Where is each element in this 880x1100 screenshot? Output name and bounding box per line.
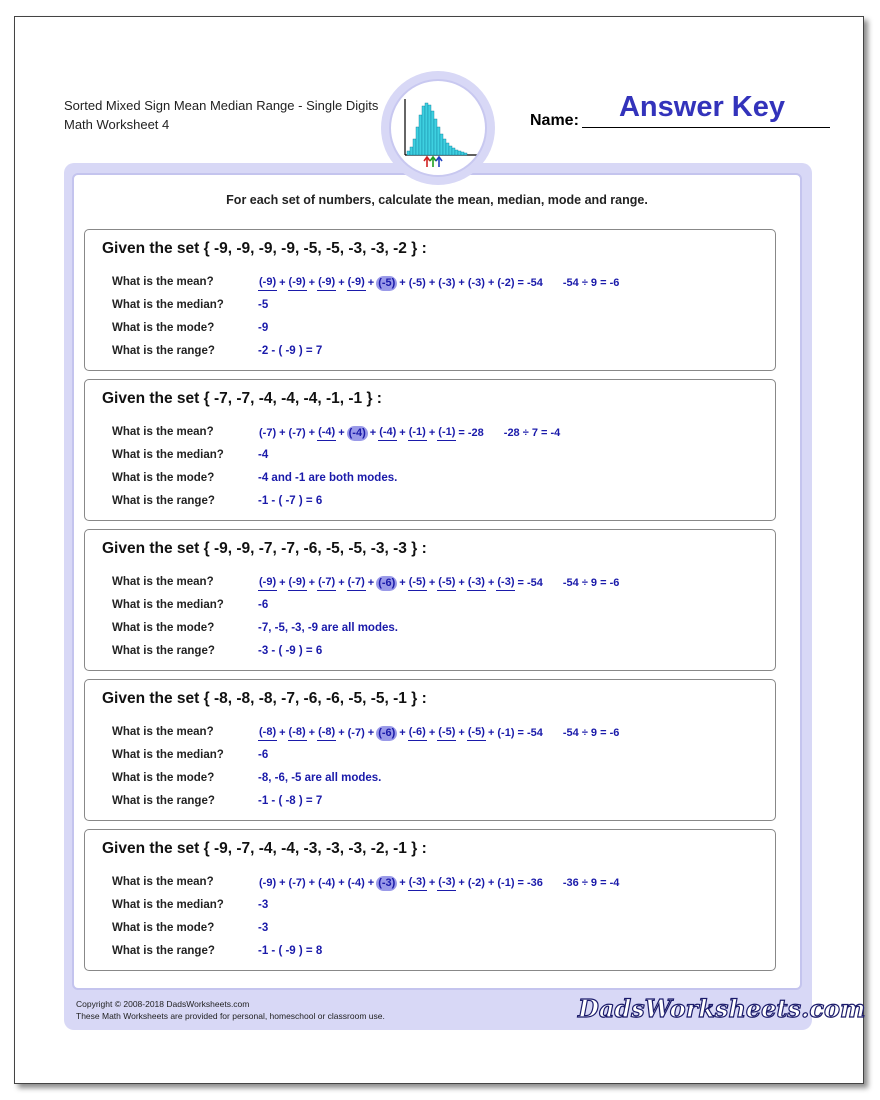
- question-range: What is the range?: [112, 495, 215, 507]
- plus-sign: +: [367, 577, 375, 589]
- set-title: Given the set { -9, -9, -9, -9, -5, -5, -3, -3, -2 } :: [102, 240, 427, 257]
- answer-median: -4: [258, 449, 269, 461]
- name-line: [582, 127, 830, 128]
- plus-sign: +: [367, 277, 375, 289]
- mean-division: -54 ÷ 9 = -6: [562, 577, 620, 589]
- set-title: Given the set { -9, -9, -7, -7, -6, -5, -5, -3, -3 } :: [102, 540, 427, 557]
- sum-term: (-9): [288, 275, 307, 291]
- footer-copyright: [76, 998, 385, 1022]
- sum-term: (-1): [437, 425, 456, 441]
- question-mean: What is the mean?: [112, 426, 214, 438]
- answer-median: -6: [258, 599, 269, 611]
- answer-range: -3 - ( -9 ) = 6: [258, 645, 323, 657]
- plus-sign: +: [308, 877, 316, 889]
- plus-sign: +: [308, 577, 316, 589]
- worksheet-title: [64, 96, 378, 134]
- sum-term: (-9): [347, 275, 366, 291]
- mean-calculation: [258, 424, 560, 442]
- brand-logo: DadsWorksheets.com: [578, 994, 866, 1023]
- title-line-2: Math Worksheet 4: [64, 117, 170, 132]
- question-median: What is the median?: [112, 299, 224, 311]
- question-range: What is the range?: [112, 945, 215, 957]
- question-mode: What is the mode?: [112, 772, 215, 784]
- plus-sign: +: [308, 727, 316, 739]
- plus-sign: +: [367, 727, 375, 739]
- plus-sign: +: [279, 427, 286, 439]
- sum-term: (-7): [347, 575, 366, 591]
- sum-term: (-5): [437, 575, 456, 591]
- plus-sign: +: [338, 727, 345, 739]
- sum-term: (-9): [258, 275, 277, 291]
- question-range: What is the range?: [112, 345, 215, 357]
- answer-median: -6: [258, 749, 269, 761]
- sum-term: (-5): [467, 725, 486, 741]
- median-term: (-6): [378, 576, 396, 589]
- answer-mode: -4 and -1 are both modes.: [258, 472, 398, 484]
- sum-term: (-3): [438, 276, 456, 289]
- plus-sign: +: [338, 427, 345, 439]
- answer-mode: -7, -5, -3, -9 are all modes.: [258, 622, 398, 634]
- sum-term: (-7): [288, 426, 306, 439]
- plus-sign: +: [369, 427, 377, 439]
- question-mean: What is the mean?: [112, 876, 214, 888]
- mean-division: -36 ÷ 9 = -4: [562, 877, 620, 889]
- mean-division: -54 ÷ 9 = -6: [562, 727, 620, 739]
- problem-box: [84, 829, 776, 971]
- sum-term: (-3): [437, 875, 456, 891]
- sum-term: (-7): [317, 575, 336, 591]
- question-mode: What is the mode?: [112, 472, 215, 484]
- problem-box: [84, 529, 776, 671]
- sum-term: (-1): [497, 876, 515, 889]
- sum-term: (-9): [317, 275, 336, 291]
- plus-sign: +: [399, 877, 406, 889]
- median-term: (-3): [378, 876, 396, 889]
- plus-sign: +: [338, 877, 345, 889]
- problem-box: [84, 379, 776, 521]
- plus-sign: +: [399, 727, 406, 739]
- sum-term: (-7): [347, 726, 365, 739]
- sum-term: (-5): [437, 725, 456, 741]
- question-mean: What is the mean?: [112, 726, 214, 738]
- sum-term: (-4): [347, 876, 365, 889]
- plus-sign: +: [399, 577, 406, 589]
- question-range: What is the range?: [112, 645, 215, 657]
- plus-sign: +: [338, 577, 345, 589]
- sum-result: = -54: [517, 277, 543, 289]
- plus-sign: +: [428, 877, 436, 889]
- answer-mode: -9: [258, 322, 269, 334]
- sum-term: (-3): [496, 575, 515, 591]
- question-median: What is the median?: [112, 749, 224, 761]
- median-term: (-6): [378, 726, 396, 739]
- mean-division: -54 ÷ 9 = -6: [562, 277, 620, 289]
- set-title: Given the set { -8, -8, -8, -7, -6, -6, -5, -5, -1 } :: [102, 690, 427, 707]
- answer-median: -3: [258, 899, 269, 911]
- plus-sign: +: [428, 577, 436, 589]
- sum-term: (-5): [408, 575, 427, 591]
- plus-sign: +: [367, 877, 375, 889]
- plus-sign: +: [399, 277, 406, 289]
- answer-range: -2 - ( -9 ) = 7: [258, 345, 323, 357]
- sum-term: (-4): [378, 425, 397, 441]
- answer-range: -1 - ( -9 ) = 8: [258, 945, 323, 957]
- plus-sign: +: [487, 727, 495, 739]
- plus-sign: +: [428, 727, 436, 739]
- sum-term: (-3): [467, 276, 485, 289]
- plus-sign: +: [458, 277, 465, 289]
- plus-sign: +: [428, 427, 436, 439]
- plus-sign: +: [458, 577, 465, 589]
- plus-sign: +: [487, 277, 495, 289]
- problem-box: [84, 679, 776, 821]
- mean-calculation: [258, 574, 619, 592]
- sum-term: (-8): [258, 725, 277, 741]
- sum-term: (-4): [317, 425, 336, 441]
- set-title: Given the set { -9, -7, -4, -4, -3, -3, -3, -2, -1 } :: [102, 840, 427, 857]
- plus-sign: +: [308, 427, 316, 439]
- sum-term: (-9): [288, 575, 307, 591]
- sum-term: (-3): [467, 575, 486, 591]
- question-mean: What is the mean?: [112, 576, 214, 588]
- answer-range: -1 - ( -7 ) = 6: [258, 495, 323, 507]
- answer-mode: -3: [258, 922, 269, 934]
- sum-term: (-2): [497, 276, 515, 289]
- answer-range: -1 - ( -8 ) = 7: [258, 795, 323, 807]
- answer-mode: -8, -6, -5 are all modes.: [258, 772, 382, 784]
- question-mode: What is the mode?: [112, 922, 215, 934]
- mean-calculation: [258, 874, 619, 892]
- sum-result: = -54: [517, 577, 543, 589]
- plus-sign: +: [279, 877, 286, 889]
- question-median: What is the median?: [112, 599, 224, 611]
- problem-box: [84, 229, 776, 371]
- question-median: What is the median?: [112, 449, 224, 461]
- plus-sign: +: [279, 277, 286, 289]
- sum-result: = -54: [517, 727, 543, 739]
- median-term: (-5): [378, 276, 396, 289]
- sum-term: (-3): [408, 875, 427, 891]
- answer-key-text: Answer Key: [618, 91, 785, 123]
- mean-division: -28 ÷ 7 = -4: [503, 427, 561, 439]
- sum-term: (-4): [318, 876, 336, 889]
- sum-term: (-2): [467, 876, 485, 889]
- sum-term: (-1): [408, 425, 427, 441]
- sum-term: (-6): [408, 725, 427, 741]
- question-mode: What is the mode?: [112, 622, 215, 634]
- plus-sign: +: [279, 727, 286, 739]
- usage-note: These Math Worksheets are provided for personal, homeschool or classroom use.: [76, 1011, 385, 1021]
- sum-term: (-8): [288, 725, 307, 741]
- sum-result: = -36: [517, 877, 543, 889]
- sum-term: (-7): [259, 426, 277, 439]
- instructions: For each set of numbers, calculate the mean, median, mode and range.: [226, 193, 648, 207]
- mean-calculation: [258, 274, 619, 292]
- plus-sign: +: [279, 577, 286, 589]
- title-line-1: Sorted Mixed Sign Mean Median Range - Single Digits: [64, 98, 379, 113]
- sum-term: (-9): [258, 575, 277, 591]
- name-label: Name:: [530, 112, 579, 129]
- plus-sign: +: [338, 277, 345, 289]
- plus-sign: +: [487, 877, 495, 889]
- plus-sign: +: [458, 727, 465, 739]
- histogram-logo: [389, 79, 487, 177]
- plus-sign: +: [399, 427, 406, 439]
- question-mode: What is the mode?: [112, 322, 215, 334]
- question-median: What is the median?: [112, 899, 224, 911]
- sum-term: (-7): [288, 876, 306, 889]
- median-term: (-4): [348, 426, 366, 439]
- sum-result: = -28: [458, 427, 484, 439]
- sum-term: (-1): [497, 726, 515, 739]
- plus-sign: +: [487, 577, 495, 589]
- answer-median: -5: [258, 299, 269, 311]
- plus-sign: +: [458, 877, 465, 889]
- histogram-icon: [391, 81, 487, 177]
- sum-term: (-8): [317, 725, 336, 741]
- sum-term: (-9): [259, 876, 277, 889]
- plus-sign: +: [308, 277, 316, 289]
- sum-term: (-5): [408, 276, 426, 289]
- plus-sign: +: [428, 277, 436, 289]
- question-range: What is the range?: [112, 795, 215, 807]
- copyright-text: Copyright © 2008-2018 DadsWorksheets.com: [76, 999, 250, 1009]
- set-title: Given the set { -7, -7, -4, -4, -4, -1, -1 } :: [102, 390, 382, 407]
- mean-calculation: [258, 724, 619, 742]
- question-mean: What is the mean?: [112, 276, 214, 288]
